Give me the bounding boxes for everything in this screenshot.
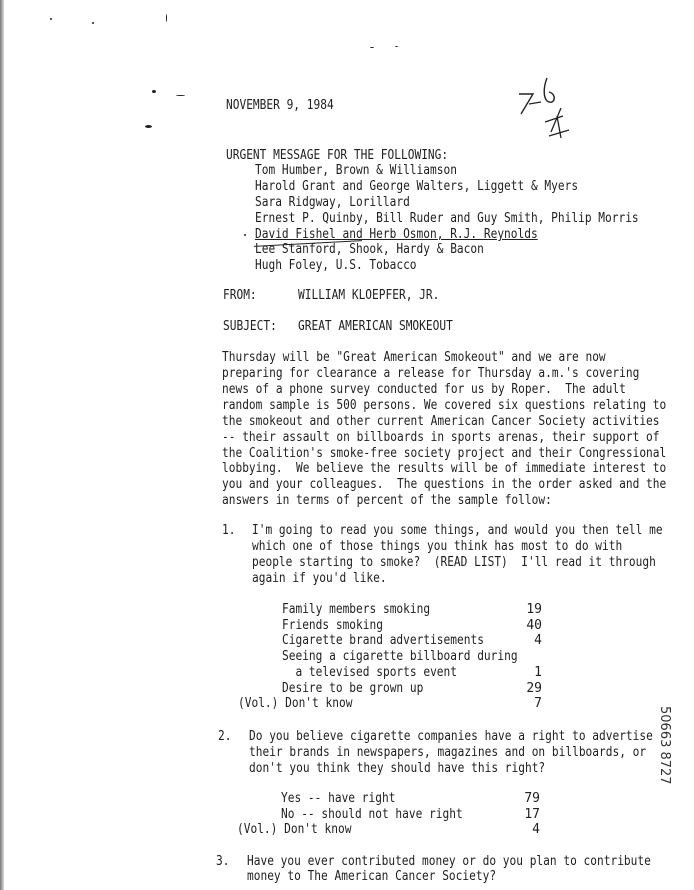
answer-value: 19 <box>526 602 542 617</box>
speck <box>244 234 246 236</box>
answer-label: Family members smoking <box>282 602 431 617</box>
question-number: 2. <box>218 729 232 744</box>
urgent-header: URGENT MESSAGE FOR THE FOLLOWING: <box>226 148 449 163</box>
answer-label: Yes -- have right <box>281 791 396 806</box>
answer-label: Cigarette brand advertisements <box>282 633 484 648</box>
question-line: people starting to smoke? (READ LIST) I'll read it through <box>252 555 656 570</box>
recipient-item: Harold Grant and George Walters, Liggett & Myers <box>255 179 579 194</box>
speck <box>395 46 398 47</box>
speck <box>50 18 52 20</box>
answer-label: Seeing a cigarette billboard during <box>282 649 518 664</box>
answer-value: 40 <box>526 618 542 633</box>
recipient-item: David Fishel and Herb Osmon, R.J. Reynolds <box>255 227 538 242</box>
recipient-item: Ernest P. Quinby, Bill Ruder and Guy Smith, Philip Morris <box>255 211 639 226</box>
question-line: don't you think they should have this right? <box>249 761 546 776</box>
subject-label: SUBJECT: <box>223 319 277 334</box>
intro-line: Thursday will be "Great American Smokeout" and we are now <box>222 350 606 365</box>
memo-date: NOVEMBER 9, 1984 <box>226 98 334 113</box>
recipient-item: Hugh Foley, U.S. Tobacco <box>255 258 417 273</box>
question-number: 3. <box>216 854 230 869</box>
speck <box>152 90 156 93</box>
intro-line: the smokeout and other current American Cancer Society activities <box>222 414 660 429</box>
intro-line: random sample is 500 persons. We covered six questions relating to <box>222 398 667 413</box>
question-line: I'm going to read you some things, and would you then tell me <box>252 523 663 538</box>
answer-label: (Vol.) Don't know <box>238 696 353 711</box>
speck <box>92 22 94 24</box>
handwritten-note <box>505 72 595 152</box>
page-left-edge <box>0 0 4 890</box>
question-line: money to The American Cancer Society? <box>247 869 497 884</box>
intro-line: the Coalition's smoke-free society project and their Congressional <box>222 446 667 461</box>
from-value: WILLIAM KLOEPFER, JR. <box>298 288 440 303</box>
intro-line: lobbying. We believe the results will be of immediate interest to <box>222 461 667 476</box>
bates-number: 50663 8727 <box>657 706 672 785</box>
answer-label: a televised sports event <box>282 665 458 680</box>
answer-value: 4 <box>532 822 540 837</box>
question-line: again if you'd like. <box>252 571 387 586</box>
recipient-item: Sara Ridgway, Lorillard <box>255 195 410 210</box>
intro-line: news of a phone survey conducted for us by Roper. The adult <box>222 382 626 397</box>
answer-value: 29 <box>526 681 542 696</box>
answer-label: Friends smoking <box>282 618 383 633</box>
recipient-item: Tom Humber, Brown & Williamson <box>255 163 457 178</box>
question-line: Have you ever contributed money or do you plan to contribute <box>247 854 651 869</box>
speck <box>145 125 152 128</box>
speck <box>176 95 185 96</box>
answer-value: 1 <box>534 665 542 680</box>
answer-value: 17 <box>524 807 540 822</box>
question-number: 1. <box>222 523 236 538</box>
intro-line: -- their assault on billboards in sports arenas, their support of <box>222 430 660 445</box>
recipient-item: Lee Stanford, Shook, Hardy & Bacon <box>255 242 484 257</box>
intro-line: preparing for clearance a release for Thursday a.m.'s covering <box>222 366 640 381</box>
question-line: which one of those things you think has most to do with <box>252 539 623 554</box>
answer-label: Desire to be grown up <box>282 681 424 696</box>
from-label: FROM: <box>223 288 257 303</box>
question-line: their brands in newspapers, magazines and on billboards, or <box>249 745 647 760</box>
speck <box>370 47 374 48</box>
speck <box>166 14 167 22</box>
answer-value: 7 <box>534 696 542 711</box>
answer-value: 4 <box>534 633 542 648</box>
intro-line: answers in terms of percent of the sample follow: <box>222 493 552 508</box>
answer-label: No -- should not have right <box>281 807 463 822</box>
question-line: Do you believe cigarette companies have a right to advertise <box>249 729 653 744</box>
subject-value: GREAT AMERICAN SMOKEOUT <box>298 319 453 334</box>
intro-line: you and your colleagues. The questions in the order asked and the <box>222 477 667 492</box>
answer-label: (Vol.) Don't know <box>237 822 352 837</box>
answer-value: 79 <box>524 791 540 806</box>
